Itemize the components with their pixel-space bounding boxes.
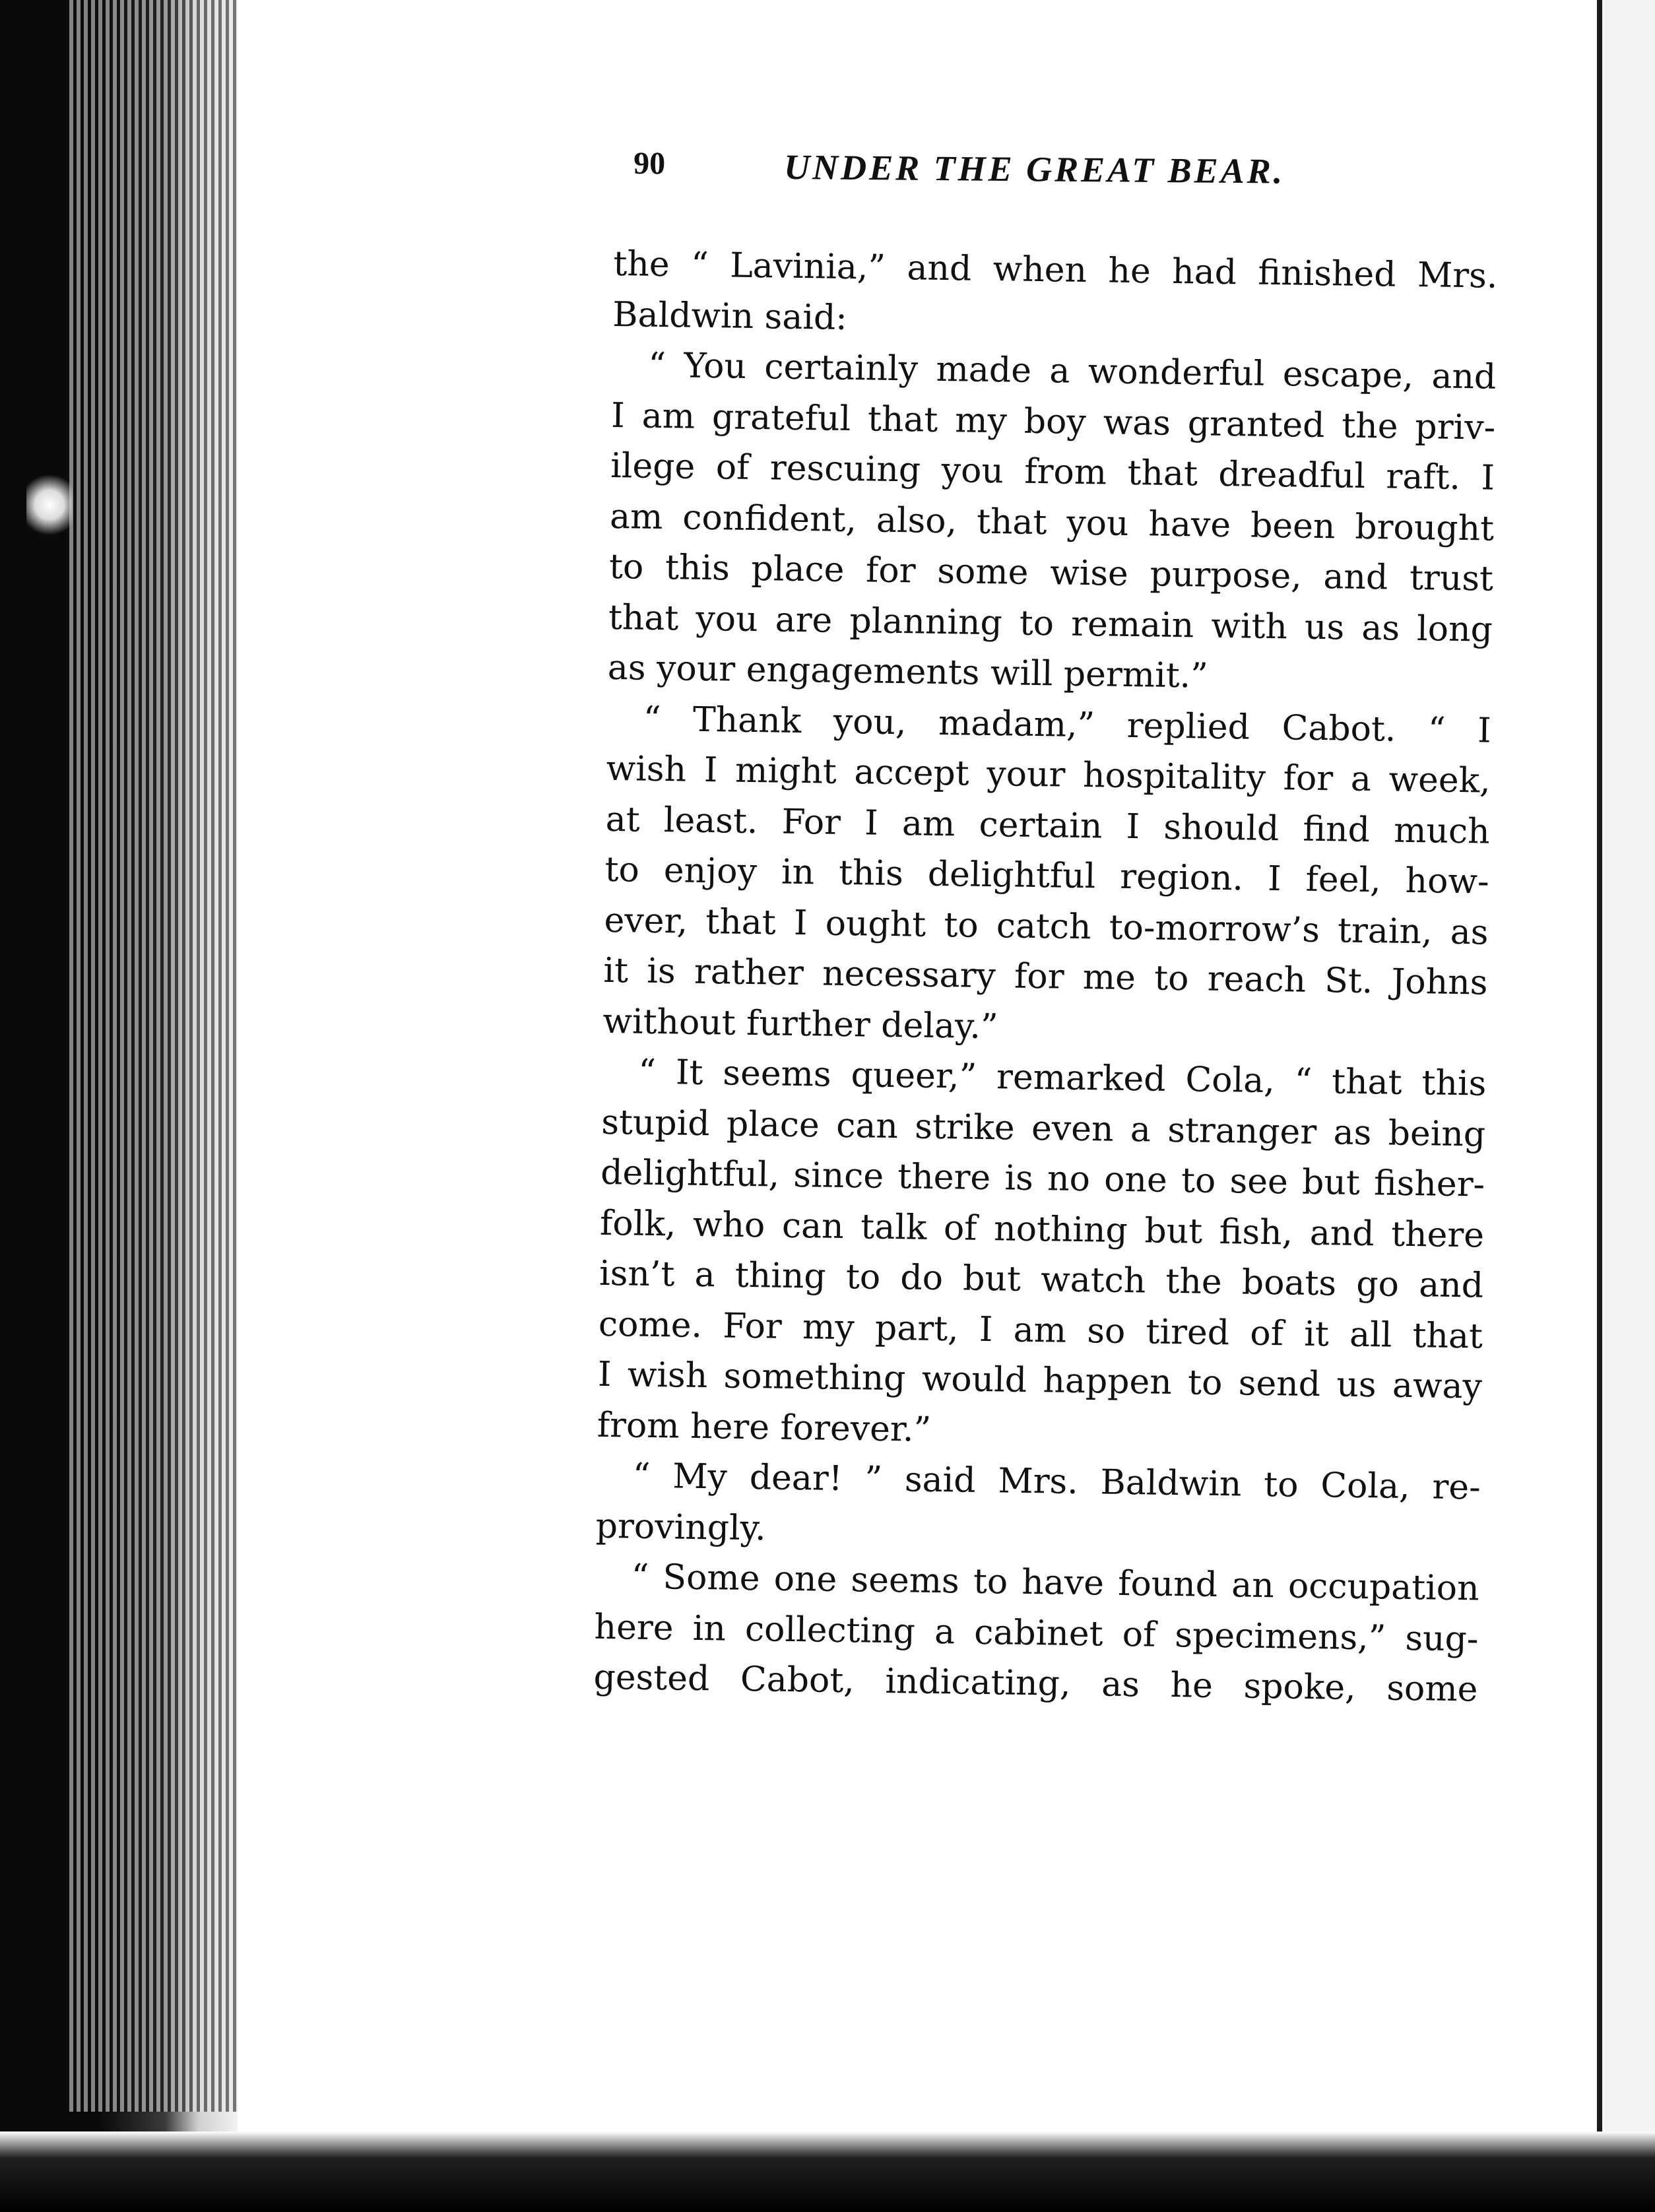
text-line: “ My dear! ” said Mrs. Baldwin to Cola, re- (632, 1456, 1481, 1508)
text-line: it is rather necessary for me to reach St. Johns (603, 950, 1488, 1003)
text-line: ilege of rescuing you from that dreadful raft. I (610, 445, 1495, 498)
text-line: delightful, since there is no one to see but fisher- (600, 1152, 1485, 1205)
facing-page-edge (1597, 0, 1655, 2212)
text-line: to enjoy in this delightful region. I feel, how- (604, 849, 1489, 902)
text-line: am confident, also, that you have been brought (609, 496, 1495, 549)
text-line: stupid place can strike even a stranger as being (600, 1102, 1486, 1155)
text-line: ever, that I ought to catch to-morrow’s train, as (604, 900, 1489, 953)
body-text (593, 239, 1498, 1715)
scan-smudge (26, 475, 73, 535)
text-line: come. For my part, I am so tired of it all that (598, 1304, 1483, 1357)
text-line: I am grateful that my boy was granted the priv- (610, 395, 1496, 448)
text-line: wish I might accept your hospitality for a week, (606, 748, 1491, 801)
text-line: at least. For I am certain I should find much (605, 799, 1491, 852)
text-line: provingly. (595, 1506, 767, 1548)
page-number: 90 (633, 146, 666, 181)
text-line: “ Some one seems to have found an occupation (631, 1557, 1479, 1609)
text-line: the “ Lavinia,” and when he had finished Mrs. (613, 244, 1498, 296)
text-line: without further delay.” (602, 1001, 998, 1047)
text-line: as your engagements will permit.” (607, 647, 1209, 696)
text-line: Baldwin said: (612, 294, 848, 338)
page-header (633, 145, 1386, 211)
running-title: UNDER THE GREAT BEAR. (783, 147, 1285, 191)
text-line: folk, who can talk of nothing but fish, and there (599, 1203, 1485, 1256)
text-line: isn’t a thing to do but watch the boats go and (599, 1253, 1484, 1306)
text-line: “ Thank you, madam,” replied Cabot. “ I (643, 699, 1492, 751)
text-line: “ You certainly made a wonderful escape, and (647, 345, 1497, 397)
text-line: I wish something would happen to send us away (597, 1354, 1483, 1407)
text-line: “ It seems queer,” remarked Cola, “ that this (637, 1052, 1487, 1104)
text-line: from here forever.” (597, 1405, 932, 1450)
text-line: to this place for some wise purpose, and trust (608, 546, 1494, 599)
text-line: here in collecting a cabinet of specimens,” sug- (594, 1607, 1479, 1660)
page-edges (66, 0, 238, 2112)
scan-bottom-shadow (0, 2131, 1655, 2212)
text-line: that you are planning to remain with us as long (608, 597, 1493, 650)
text-line: gested Cabot, indicating, as he spoke, some (593, 1657, 1478, 1710)
